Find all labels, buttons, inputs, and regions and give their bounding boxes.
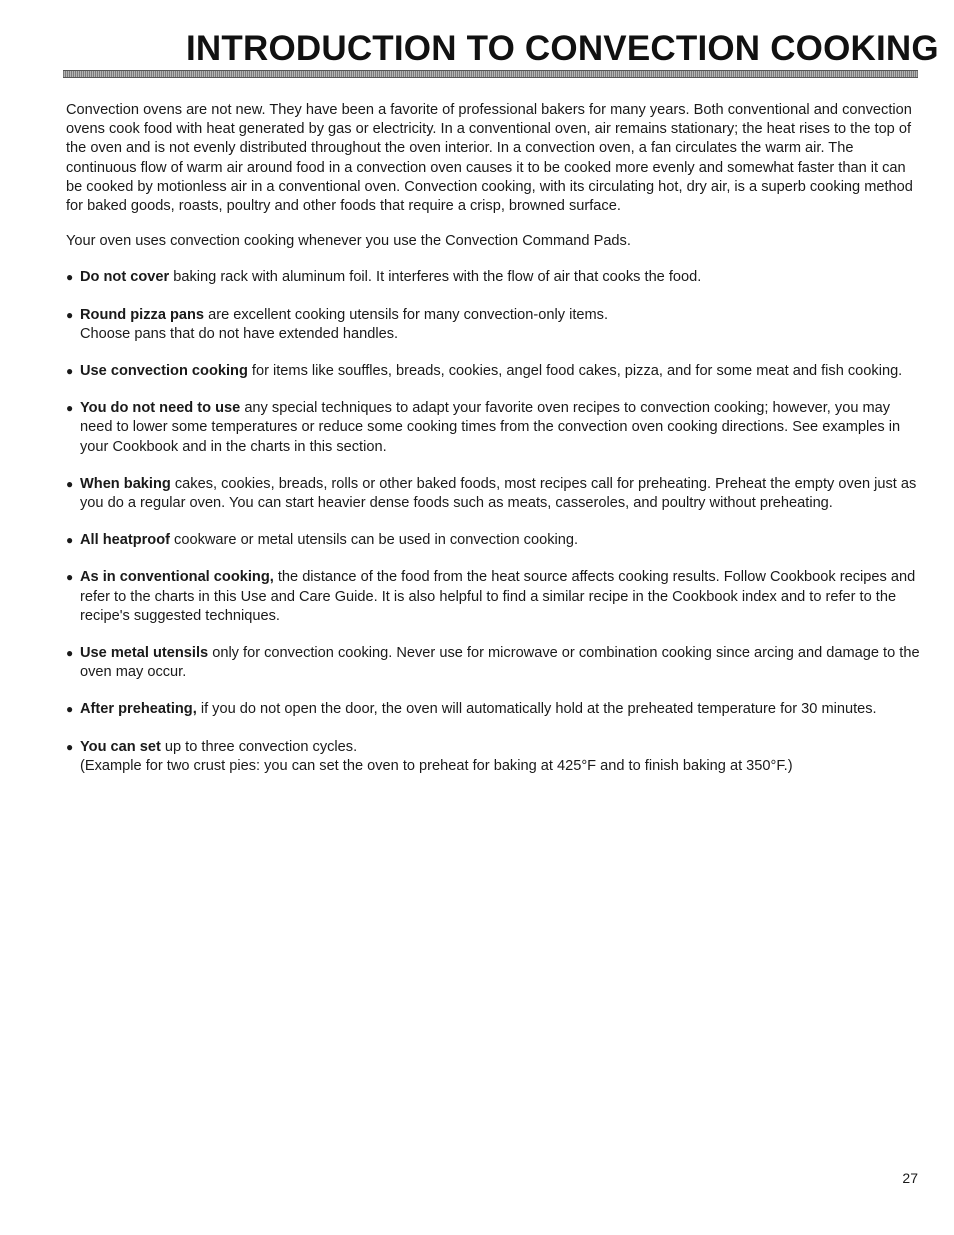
bullet-lead: You can set (80, 738, 161, 755)
bullet-text: only for convection cooking. Never use for microwave or combination cooking since arcing and damage to the oven may occur. (80, 645, 920, 681)
bullet-lead: All heatproof (80, 532, 170, 549)
bullet-item (66, 700, 922, 719)
bullet-icon: ● (66, 533, 74, 548)
bullet-lead: Use convection cooking (80, 363, 248, 380)
bullet-icon: ● (66, 570, 74, 585)
bullet-icon: ● (66, 739, 74, 754)
bullet-text: cakes, cookies, breads, rolls or other baked foods, most recipes call for preheating. Preheat the empty oven just as you do a regular oven. You can start heavier dense foods such as meats, casseroles, and poultry without preheating. (80, 475, 917, 512)
page-title: INTRODUCTION TO CONVECTION COOKING (186, 29, 939, 68)
bullet-icon: ● (66, 476, 74, 491)
intro-paragraph: Convection ovens are not new. They have been a favorite of professional bakers for many years. Both conventional and convection ovens cook food with heat generated by gas or electricity. In a conventional oven, air remains stationary; the heat rises to the top of the oven and is not evenly distributed throughout the oven interior. In a convection oven, a fan circulates the warm air. The continuous flow of warm air around food in a convection oven causes it to be cooked more evenly and somewhat faster than it can be cooked by motionless air in a conventional oven. Convection cooking, with its circulating hot, dry air, is a superb cooking method for baked goods, roasts, poultry and other foods that require a crisp, browned surface. (66, 102, 913, 215)
bullet-item (66, 568, 922, 626)
bullet-lead: When baking (80, 475, 171, 492)
bullet-text: up to three convection cycles. (160, 738, 358, 755)
bullet-text: baking rack with aluminum foil. It interferes with the flow of air that cooks the food. (169, 269, 702, 286)
bullet-text: are excellent cooking utensils for many convection-only items. (204, 306, 608, 323)
bullet-icon: ● (66, 646, 74, 661)
bullet-item (66, 738, 922, 776)
bullet-lead: You do not need to use (80, 400, 241, 417)
title-rule (63, 70, 918, 78)
bullet-item (66, 268, 922, 287)
bullet-item (66, 362, 922, 381)
bullet-text: cookware or metal utensils can be used in convection cooking. (170, 532, 579, 549)
bullet-text: for items like souffles, breads, cookies, angel food cakes, pizza, and for some meat and fish cooking. (247, 363, 903, 380)
bullet-lead: Do not cover (80, 269, 170, 286)
bullet-icon: ● (66, 270, 74, 285)
bullet-item (66, 306, 922, 344)
page-number: 27 (902, 1170, 918, 1186)
bullet-item (66, 475, 922, 513)
bullet-lead: As in conventional cooking, (80, 569, 274, 586)
bullet-icon: ● (66, 401, 74, 416)
bullet-lead: After preheating, (80, 701, 197, 718)
bullet-item (66, 399, 922, 457)
bullet-lead: Use metal utensils (80, 645, 209, 662)
bullet-icon: ● (66, 364, 74, 379)
bullet-text-continued: (Example for two crust pies: you can set the oven to preheat for baking at 425°F and to finish baking at 350°F.) (80, 757, 793, 774)
bullet-text: any special techniques to adapt your favorite oven recipes to convection cooking; however, you may need to lower some temperatures or reduce some cooking times from the convection oven cooking directions. See examples in your Cookbook and in the charts in this section. (80, 400, 901, 455)
bullet-icon: ● (66, 307, 74, 322)
intro-paragraph: Your oven uses convection cooking whenever you use the Convection Command Pads. (66, 233, 631, 250)
bullet-item (66, 531, 922, 550)
bullet-icon: ● (66, 702, 74, 717)
bullet-text-continued: Choose pans that do not have extended handles. (80, 325, 399, 342)
bullet-text: if you do not open the door, the oven will automatically hold at the preheated temperature for 30 minutes. (196, 701, 877, 718)
bullet-lead: Round pizza pans (80, 306, 205, 323)
bullet-item (66, 644, 922, 682)
body-content (66, 101, 922, 794)
bullet-text: the distance of the food from the heat source affects cooking results. Follow Cookbook recipes and refer to the charts in this Use and Care Guide. It is also helpful to find a similar recipe in the Cookbook index and to refer to the recipe's suggested techniques. (80, 569, 916, 624)
